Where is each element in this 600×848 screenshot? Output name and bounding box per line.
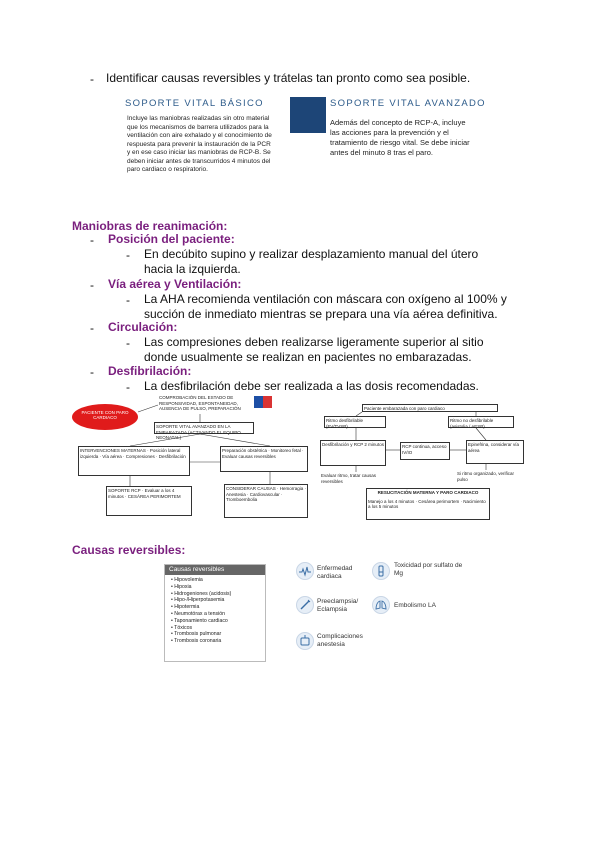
item1-text: En decúbito supino y realizar desplazamiento manual del útero hacia la izquierda.	[144, 247, 479, 276]
cause-item: • Taponamiento cardiaco	[171, 617, 228, 624]
intro-text: Identificar causas reversibles y trátelas tan pronto como sea posible.	[106, 71, 471, 85]
intro-dash: -	[90, 72, 94, 86]
cardiac-label: Enfermedad cardiaca	[317, 565, 353, 580]
flowchart-right	[316, 400, 528, 522]
flow-right-mid-center: RCP continua, acceso IV/IO	[400, 442, 450, 460]
item2-dash: -	[90, 278, 94, 292]
cause-item: • Trombosis coronaria	[171, 638, 222, 645]
flow-left-mid-left: INTERVENCIONES MATERNAS · Posición lateral izquierda · Vía aérea · Compresiones · Desfibrilación	[78, 446, 190, 476]
item3-title: Circulación:	[108, 320, 178, 334]
lungs-icon	[372, 596, 390, 614]
cause-item: • Hipoxia	[171, 583, 192, 590]
anesthesia-icon	[296, 632, 314, 650]
basic-support-title: SOPORTE VITAL BÁSICO	[125, 98, 264, 109]
flow-left-bottom-left: SOPORTE RCP · Evaluar a los 4 minutos · CESÁREA PERIMORTEM	[106, 486, 192, 516]
flow-left-bottom-right: CONSIDERAR CAUSAS · Hemorragia · Anestesia · Cardiovascular · Tromboembolia	[224, 484, 308, 518]
item3-dash: -	[90, 321, 94, 335]
causes-list-panel	[164, 564, 266, 662]
flow-left-red-start: PACIENTE CON PARO CARDIACO	[72, 404, 138, 430]
cause-item: • Hipo-/Hiperpotasemia	[171, 597, 225, 604]
syringe-icon	[296, 596, 314, 614]
toxicity-label: Toxicidad por sulfato de Mg	[394, 562, 463, 577]
item4-text: La desfibrilación debe ser realizada a las dosis recomendadas.	[144, 379, 479, 393]
flow-right-bottom-block	[366, 488, 490, 520]
anesthesia-label: Complicaciones anestesia	[317, 633, 363, 648]
item1-sub-dash: -	[126, 248, 130, 262]
flow-right-bottom-left: Evaluar ritmo, tratar causas reversibles	[320, 472, 390, 486]
item2-sub-dash: -	[126, 293, 130, 307]
flow-right-bottom-text: Manejo a los 4 minutos · Cesárea perimortem · Nacimiento a los 5 minutos	[368, 498, 486, 509]
item1-dash: -	[90, 233, 94, 247]
item4-sub-dash: -	[126, 380, 130, 394]
maniobras-heading: Maniobras de reanimación:	[72, 219, 228, 233]
causes-list-title: Causas reversibles	[165, 565, 265, 575]
item2-text: La AHA recomienda ventilación con máscara con oxígeno al 100% y succión de inmediato mientras se prepara una vía aérea definitiva.	[144, 292, 507, 321]
flow-right-right-box: Ritmo no desfibrilable (asistolia / AESP)	[448, 416, 514, 428]
cause-item: • Hipotermia	[171, 604, 200, 611]
item4-dash: -	[90, 365, 94, 379]
flow-right-mid-right: Epinefrina, considerar vía aérea	[466, 440, 524, 464]
cause-item: • Hipovolemia	[171, 577, 203, 583]
advanced-support-title: SOPORTE VITAL AVANZADO	[330, 98, 486, 109]
item3-sub-dash: -	[126, 336, 130, 350]
cause-item: • Trombosis pulmonar	[171, 631, 222, 638]
flow-right-top-box: Paciente embarazada con paro cardiaco	[362, 404, 498, 412]
flowchart-left	[70, 392, 310, 522]
cause-item: • Hidrogeniones (acidosis)	[171, 590, 232, 597]
causes-list	[165, 575, 265, 645]
item4-title: Desfibrilación:	[108, 364, 192, 378]
flow-left-logo-icon	[254, 396, 272, 408]
advanced-support-color-block	[290, 97, 326, 133]
causas-heading: Causas reversibles:	[72, 543, 186, 557]
advanced-support-panel	[330, 96, 486, 186]
flow-left-mid-right: Preparación obstétrica · Monitoreo fetal · Evaluar causas reversibles	[220, 446, 308, 472]
preeclampsia-label: Preeclampsia/ Eclampsia	[317, 598, 359, 613]
embolism-label: Embolismo LA	[394, 602, 436, 609]
item3-text: Las compresiones deben realizarse ligeramente superior al sitio donde usualmente se realizan en pacientes no embarazadas.	[144, 335, 484, 364]
flow-right-mid-left: Desfibrilación y RCP 2 minutos	[320, 440, 386, 466]
flow-left-second-box: SOPORTE VITAL AVANZADO EN LA EMBARAZADA (ACTIVANDO EL EQUIPO NEONATAL)	[154, 422, 254, 434]
flow-right-bottom-title: RESUCITACIÓN MATERNA Y PARO CARDIACO	[377, 490, 479, 495]
flow-right-bottom-right: Si ritmo organizado, verificar pulso	[456, 470, 526, 484]
cause-item: • Tóxicos	[171, 624, 193, 631]
item2-title: Vía aérea y Ventilación:	[108, 277, 242, 291]
cardiac-icon	[296, 562, 314, 580]
flow-right-left-box: Ritmo desfibrilable (FV/TVSP)	[324, 416, 386, 428]
toxicity-icon	[372, 562, 390, 580]
advanced-support-text: Además del concepto de RCP-A, incluye las acciones para la prevención y el tratamiento de riesgo vital. Se debe iniciar antes del minuto 8 tras el paro.	[330, 118, 470, 157]
flow-left-top-box: COMPROBACIÓN DEL ESTADO DE RESPONSIVIDAD, ESPONTANEIDAD, AUSENCIA DE PULSO, PREPARACIÓN	[158, 394, 250, 414]
basic-support-text: Incluye las maniobras realizadas sin otro material que los mecanismos de barrera utilizados para la ventilación con aire exhalado y el conocimiento de respuesta para prevenir la instauración de la PCR y en ese caso iniciar las maniobras de RCP-B. Se deben iniciar antes de transcurridos 4 minutos del paro cardiaco o respiratorio.	[127, 115, 272, 173]
cause-item: • Neumotórax a tensión	[171, 610, 226, 617]
item1-title: Posición del paciente:	[108, 232, 235, 246]
basic-support-panel	[122, 96, 278, 206]
